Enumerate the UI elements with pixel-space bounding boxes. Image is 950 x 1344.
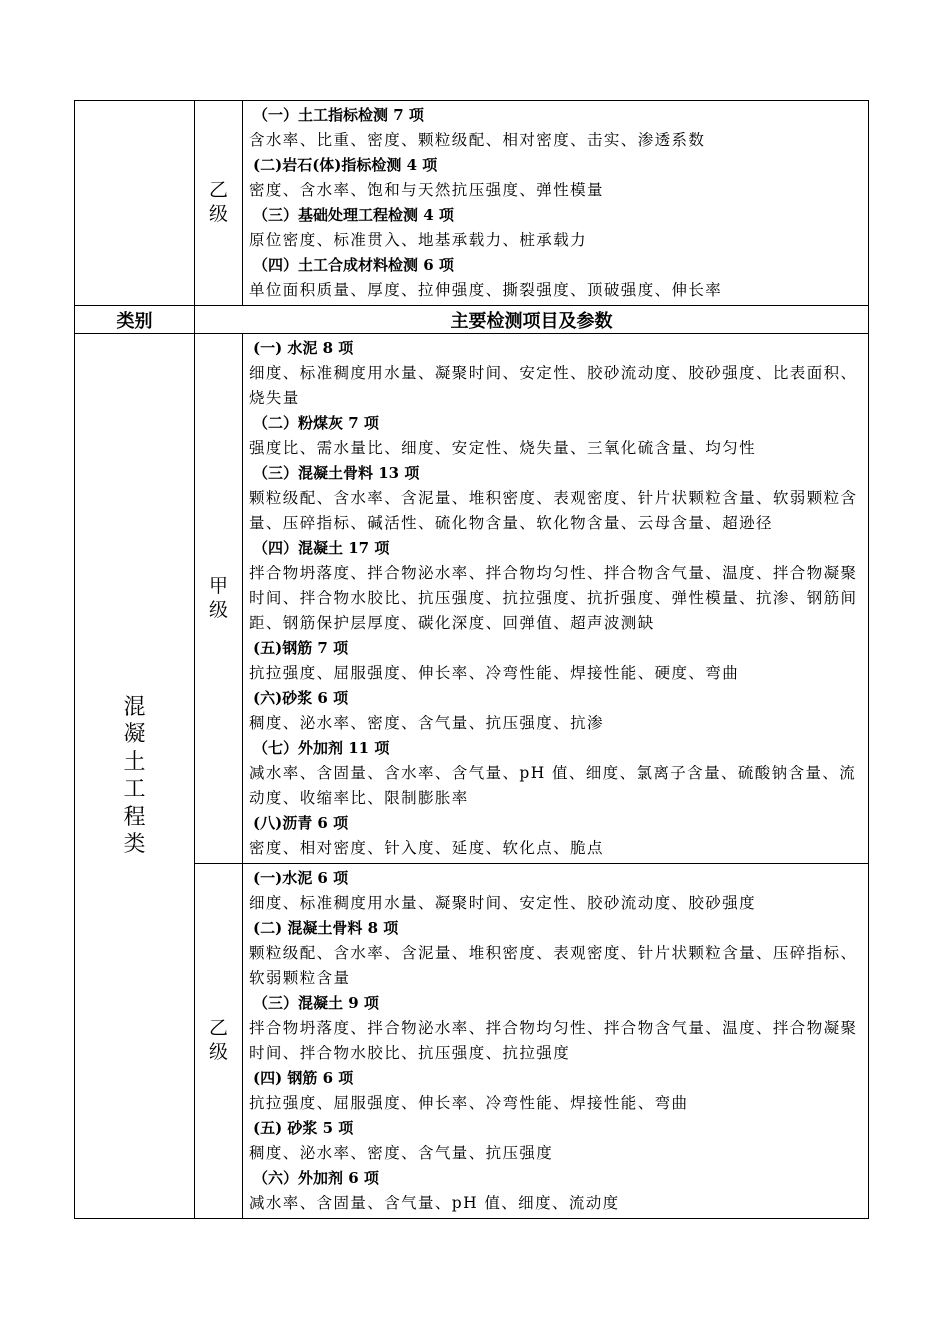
section-body: 细度、标准稠度用水量、凝聚时间、安定性、胶砂流动度、胶砂强度、比表面积、烧失量 [249,364,858,407]
section-body: 单位面积质量、厚度、拉伸强度、撕裂强度、顶破强度、伸长率 [249,281,723,299]
section-title: （七）外加剂 11 项 [253,739,390,757]
section-body: 减水率、含固量、含气量、pH 值、细度、流动度 [249,1194,620,1212]
table-header-row [75,306,869,334]
grade-label: 乙级 [208,179,228,225]
section-title: (八)沥青 6 项 [253,814,349,832]
section-title: （三）混凝土 9 项 [253,994,379,1012]
section-body: 密度、含水率、饱和与天然抗压强度、弹性模量 [249,181,604,199]
section-title: （一）土工指标检测 7 项 [253,106,424,124]
section-title: (一) 水泥 8 项 [253,339,354,357]
section-body: 强度比、需水量比、细度、安定性、烧失量、三氧化硫含量、均匀性 [249,439,757,457]
section-body: 原位密度、标准贯入、地基承载力、桩承载力 [249,231,588,249]
section-title: （三）混凝土骨料 13 项 [253,464,420,482]
section-title: (一)水泥 6 项 [253,869,349,887]
section-body: 抗拉强度、屈服强度、伸长率、冷弯性能、焊接性能、硬度、弯曲 [249,664,740,682]
section-title: (五)钢筋 7 项 [253,639,349,657]
top-grade-row [75,101,869,306]
section-body: 稠度、泌水率、密度、含气量、抗压强度、抗渗 [249,714,604,732]
section-title: (二) 混凝土骨料 8 项 [253,919,399,937]
category-label: 混凝土工程类 [123,694,146,857]
grade-cell [195,101,243,306]
grade-cell [195,864,243,1219]
grade-cell [195,334,243,864]
concrete-grade-b-row [75,864,869,1219]
grade-label: 甲级 [208,574,228,621]
section-body: 颗粒级配、含水率、含泥量、堆积密度、表观密度、针片状颗粒含量、软弱颗粒含量、压碎指标、碱活性、硫化物含量、软化物含量、云母含量、超逊径 [249,489,858,532]
section-title: （二）粉煤灰 7 项 [253,414,379,432]
section-body: 含水率、比重、密度、颗粒级配、相对密度、击实、渗透系数 [249,131,706,149]
header-category: 类别 [75,306,195,334]
section-body: 密度、相对密度、针入度、延度、软化点、脆点 [249,839,604,857]
section-body: 颗粒级配、含水率、含泥量、堆积密度、表观密度、针片状颗粒含量、压碎指标、软弱颗粒含量 [249,944,858,987]
items-cell [243,101,869,306]
concrete-grade-a-row [75,334,869,864]
section-body: 细度、标准稠度用水量、凝聚时间、安定性、胶砂流动度、胶砂强度 [249,894,757,912]
section-body: 稠度、泌水率、密度、含气量、抗压强度 [249,1144,554,1162]
section-body: 拌合物坍落度、拌合物泌水率、拌合物均匀性、拌合物含气量、温度、拌合物凝聚时间、拌合物水胶比、抗压强度、抗拉强度 [249,1019,858,1062]
category-cell-concrete [75,334,195,1219]
section-title: （六）外加剂 6 项 [253,1169,379,1187]
header-items: 主要检测项目及参数 [195,306,869,334]
section-title: (二)岩石(体)指标检测 4 项 [253,156,438,174]
section-body: 拌合物坍落度、拌合物泌水率、拌合物均匀性、拌合物含气量、温度、拌合物凝聚时间、拌合物水胶比、抗压强度、抗拉强度、抗折强度、弹性模量、抗渗、钢筋间距、钢筋保护层厚度、碳化深度、回弹值、超声波测缺 [249,564,858,632]
section-title: (六)砂浆 6 项 [253,689,349,707]
section-body: 抗拉强度、屈服强度、伸长率、冷弯性能、焊接性能、弯曲 [249,1094,689,1112]
section-title: （三）基础处理工程检测 4 项 [253,206,454,224]
section-title: （四）混凝土 17 项 [253,539,390,557]
items-cell [243,334,869,864]
category-cell-empty [75,101,195,306]
section-title: （四）土工合成材料检测 6 项 [253,256,454,274]
section-body: 减水率、含固量、含水率、含气量、pH 值、细度、氯离子含量、硫酸钠含量、流动度、收缩率比、限制膨胀率 [249,764,857,807]
inspection-items-table [74,100,869,1219]
grade-label: 乙级 [208,1017,228,1063]
items-cell [243,864,869,1219]
section-title: (四) 钢筋 6 项 [253,1069,354,1087]
section-title: (五) 砂浆 5 项 [253,1119,354,1137]
